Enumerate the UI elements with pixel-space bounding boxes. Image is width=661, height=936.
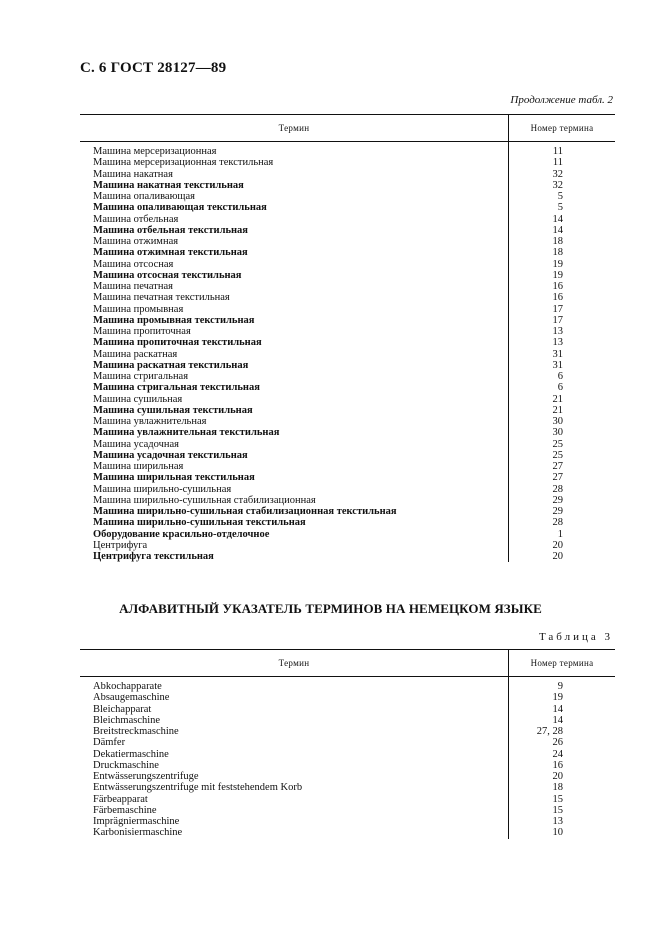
term-cell: Машина печатная (93, 281, 173, 292)
table-row (80, 677, 615, 693)
table-row (80, 427, 615, 438)
term-cell: Karbonisiermaschine (93, 827, 183, 839)
term-cell: Машина ширильно-сушильная (93, 483, 232, 495)
table-3 (80, 649, 615, 839)
table-2-body (80, 142, 615, 563)
table-row (80, 360, 615, 371)
table-row (80, 142, 615, 158)
table-row (80, 157, 615, 168)
table-row (80, 439, 615, 450)
table-row (80, 405, 615, 416)
column-header-term: Термин (80, 650, 509, 677)
term-number-cell: 31 (509, 360, 616, 371)
term-cell: Машина ширильно-сушильная стабилизационная (93, 494, 316, 506)
column-header-number: Номер термина (509, 115, 616, 142)
term-number-cell: 17 (509, 304, 616, 315)
term-number-cell: 18 (509, 236, 616, 247)
term-number-cell: 31 (509, 349, 616, 360)
table-row (80, 771, 615, 782)
table-row (80, 326, 615, 337)
term-number-cell: 19 (509, 259, 616, 270)
term-number-cell: 21 (509, 405, 616, 416)
term-cell: Центрифуга текстильная (93, 551, 214, 562)
table-row (80, 517, 615, 528)
term-number-cell: 5 (509, 191, 616, 202)
table-row (80, 349, 615, 360)
term-number-cell: 25 (509, 450, 616, 461)
term-cell: Центрифуга (93, 539, 148, 551)
column-header-number: Номер термина (509, 650, 616, 677)
section-title: АЛФАВИТНЫЙ УКАЗАТЕЛЬ ТЕРМИНОВ НА НЕМЕЦКОМ ЯЗЫКЕ (119, 601, 542, 616)
term-cell: Машина отбельная (93, 213, 179, 225)
term-number-cell: 26 (509, 737, 616, 748)
table-row (80, 214, 615, 225)
term-number-cell: 32 (509, 169, 616, 180)
term-number-cell: 10 (509, 827, 616, 838)
term-number-cell: 16 (509, 760, 616, 771)
table-row (80, 715, 615, 726)
term-number-cell: 20 (509, 551, 616, 562)
term-cell: Машина мерсеризационная текстильная (93, 157, 274, 169)
term-cell: Bleichmaschine (93, 714, 161, 726)
term-number-cell: 19 (509, 270, 616, 281)
column-header-term: Термин (80, 115, 509, 142)
table-row (80, 506, 615, 517)
table-row (80, 805, 615, 816)
table-row (80, 191, 615, 202)
table-header-row (80, 650, 615, 677)
term-cell: Druckmaschine (93, 759, 159, 771)
table-row (80, 382, 615, 393)
term-cell: Dekatiermaschine (93, 748, 169, 760)
term-cell: Imprägniermaschine (93, 816, 180, 827)
table-row (80, 169, 615, 180)
term-cell: Bleichapparat (93, 703, 152, 715)
table-3-caption: Таблица 3 (538, 631, 613, 643)
term-number-cell: 30 (509, 416, 616, 427)
table-row (80, 371, 615, 382)
term-cell: Машина отжимная (93, 236, 179, 247)
term-cell: Машина ширильно-сушильная стабилизационная текстильная (93, 506, 397, 517)
table-row (80, 292, 615, 303)
table-row (80, 827, 615, 838)
term-number-cell: 28 (509, 517, 616, 528)
term-number-cell: 19 (509, 692, 616, 703)
term-number-cell: 14 (509, 715, 616, 726)
term-cell: Машина отсосная (93, 258, 174, 270)
table-row (80, 180, 615, 191)
term-number-cell: 27, 28 (509, 726, 616, 737)
term-number-cell: 15 (509, 805, 616, 816)
table-row (80, 484, 615, 495)
term-cell: Машина усадочная текстильная (93, 449, 248, 461)
table-3-body (80, 677, 615, 839)
table-row (80, 202, 615, 213)
term-cell: Машина усадочная (93, 438, 180, 450)
term-number-cell: 14 (509, 225, 616, 236)
term-cell: Машина раскатная (93, 348, 178, 360)
table-row (80, 416, 615, 427)
term-number-cell: 18 (509, 782, 616, 793)
term-number-cell: 13 (509, 337, 616, 348)
term-number-cell: 20 (509, 540, 616, 551)
term-cell: Abkochapparate (93, 681, 162, 692)
term-cell: Машина отбельная текстильная (93, 224, 248, 236)
table-row (80, 704, 615, 715)
term-number-cell: 29 (509, 506, 616, 517)
term-cell: Машина накатная текстильная (93, 179, 244, 191)
term-number-cell: 5 (509, 202, 616, 213)
term-number-cell: 18 (509, 247, 616, 258)
table-row (80, 281, 615, 292)
table-2-continuation-caption: Продолжение табл. 2 (510, 94, 613, 106)
table-row (80, 495, 615, 506)
term-number-cell: 13 (509, 816, 616, 827)
term-number-cell: 27 (509, 461, 616, 472)
table-row (80, 304, 615, 315)
term-cell: Машина сушильная текстильная (93, 404, 253, 416)
term-cell: Entwässerungszentrifuge mit feststehendem Korb (93, 782, 303, 794)
term-number-cell: 20 (509, 771, 616, 782)
term-cell: Машина отсосная текстильная (93, 269, 242, 281)
term-number-cell: 24 (509, 749, 616, 760)
term-cell: Оборудование красильно-отделочное (93, 528, 270, 540)
term-cell: Машина сушильная (93, 393, 183, 405)
term-cell: Машина опаливающая текстильная (93, 202, 267, 214)
table-row (80, 247, 615, 258)
term-number-cell: 15 (509, 794, 616, 805)
term-number-cell: 27 (509, 472, 616, 483)
term-cell: Машина стригальная (93, 371, 189, 382)
table-header-row (80, 115, 615, 142)
term-number-cell: 21 (509, 394, 616, 405)
term-number-cell: 16 (509, 292, 616, 303)
table-row (80, 726, 615, 737)
term-cell: Машина ширильная (93, 461, 184, 472)
term-number-cell: 14 (509, 704, 616, 715)
term-number-cell: 16 (509, 281, 616, 292)
term-number-cell: 6 (509, 371, 616, 382)
term-cell: Färbemaschine (93, 804, 157, 816)
term-cell: Машина ширильная текстильная (93, 472, 255, 484)
term-cell: Breitstreckmaschine (93, 726, 179, 737)
table-row (80, 236, 615, 247)
term-number-cell: 1 (509, 529, 616, 540)
table-row (80, 225, 615, 236)
table-row (80, 760, 615, 771)
table-2 (80, 114, 615, 562)
term-cell: Машина увлажнительная текстильная (93, 427, 280, 439)
term-cell: Машина опаливающая (93, 191, 195, 202)
term-cell: Färbeapparat (93, 793, 148, 805)
term-cell: Entwässerungszentrifuge (93, 771, 199, 782)
table-row (80, 472, 615, 483)
term-cell: Dämfer (93, 737, 126, 749)
term-cell: Машина пропиточная (93, 326, 191, 337)
table-row (80, 461, 615, 472)
table-row (80, 692, 615, 703)
term-number-cell: 13 (509, 326, 616, 337)
table-row (80, 737, 615, 748)
term-cell: Машина увлажнительная (93, 416, 207, 427)
table-row (80, 394, 615, 405)
term-number-cell: 11 (509, 142, 616, 158)
table-row (80, 337, 615, 348)
term-cell: Машина отжимная текстильная (93, 247, 248, 259)
term-number-cell: 25 (509, 439, 616, 450)
term-number-cell: 32 (509, 180, 616, 191)
table-row (80, 315, 615, 326)
term-cell: Машина печатная текстильная (93, 292, 230, 304)
table-row (80, 816, 615, 827)
table-row (80, 529, 615, 540)
table-row (80, 259, 615, 270)
page-header: С. 6 ГОСТ 28127—89 (80, 60, 227, 76)
table-row (80, 551, 615, 562)
term-number-cell: 30 (509, 427, 616, 438)
term-number-cell: 28 (509, 484, 616, 495)
term-cell: Absaugemaschine (93, 692, 170, 704)
term-number-cell: 6 (509, 382, 616, 393)
table-row (80, 749, 615, 760)
term-cell: Машина пропиточная текстильная (93, 337, 262, 349)
term-number-cell: 11 (509, 157, 616, 168)
term-number-cell: 9 (509, 677, 616, 693)
table-row (80, 540, 615, 551)
table-row (80, 782, 615, 793)
term-cell: Машина ширильно-сушильная текстильная (93, 517, 306, 529)
term-cell: Машина накатная (93, 168, 173, 180)
term-cell: Машина промывная текстильная (93, 314, 255, 326)
term-number-cell: 14 (509, 214, 616, 225)
term-cell: Машина мерсеризационная (93, 146, 217, 157)
table-row (80, 270, 615, 281)
table-row (80, 794, 615, 805)
table-row (80, 450, 615, 461)
term-number-cell: 17 (509, 315, 616, 326)
term-number-cell: 29 (509, 495, 616, 506)
term-cell: Машина раскатная текстильная (93, 359, 249, 371)
term-cell: Машина стригальная текстильная (93, 382, 260, 394)
term-cell: Машина промывная (93, 303, 184, 315)
